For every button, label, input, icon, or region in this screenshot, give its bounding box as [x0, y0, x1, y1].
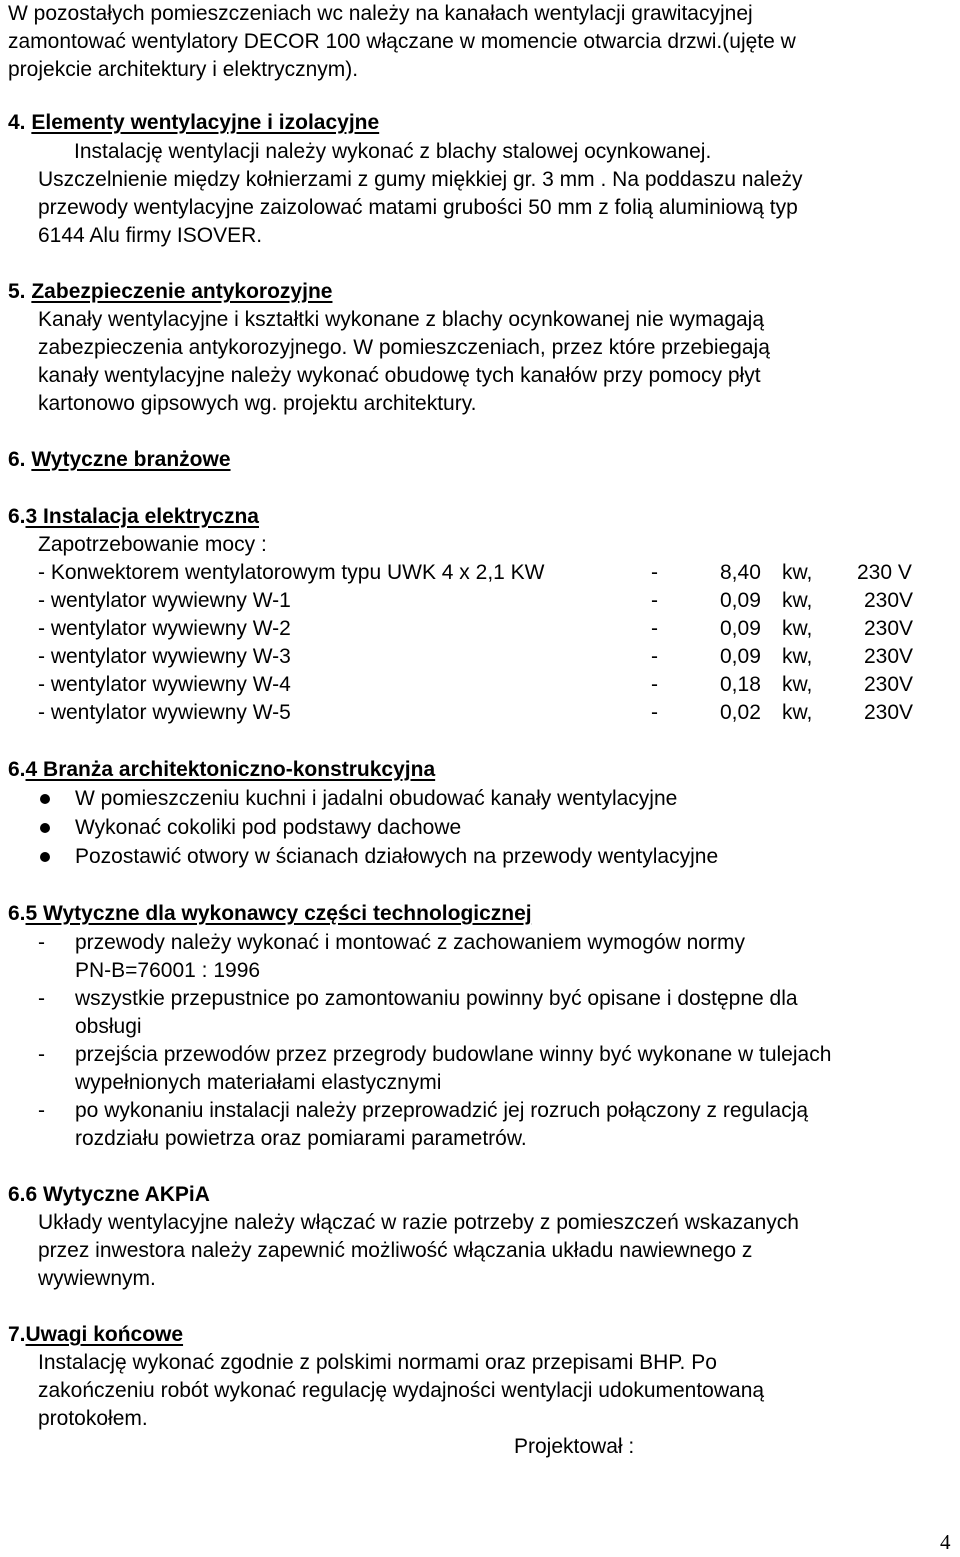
section-number: 7. — [8, 1323, 26, 1346]
signature-label: Projektował : — [514, 1435, 635, 1458]
section-6-6-line: wywiewnym. — [38, 1267, 156, 1290]
list-item-text: Wykonać cokoliki pod podstawy dachowe — [75, 816, 462, 839]
list-item-text: przejścia przewodów przez przegrody budowlane winny być wykonane w tulejach — [75, 1043, 832, 1066]
section-title: 3 Instalacja elektryczna — [25, 505, 259, 528]
power-row-voltage: 230V — [864, 673, 914, 696]
section-5-line: kartonowo gipsowych wg. projektu architektury. — [38, 392, 477, 415]
section-number: 5. — [8, 280, 26, 303]
power-row-value: 0,02 — [720, 701, 761, 724]
section-4-line: Uszczelnienie między kołnierzami z gumy miękkiej gr. 3 mm . Na poddaszu należy — [38, 168, 803, 191]
bullet-icon — [40, 794, 50, 804]
power-row-unit: kw, — [782, 561, 813, 584]
power-row-voltage: 230V — [864, 645, 914, 668]
section-7-line: protokołem. — [38, 1407, 148, 1430]
section-title: 6 Wytyczne AKPiA — [25, 1183, 210, 1206]
section-title: Wytyczne branżowe — [31, 448, 231, 471]
section-4-line: 6144 Alu firmy ISOVER. — [38, 224, 263, 247]
power-row-dash: - — [651, 645, 658, 668]
list-item-dash: - — [38, 931, 45, 954]
power-row-label: - wentylator wywiewny W-2 — [38, 617, 291, 640]
intro-line: zamontować wentylatory DECOR 100 włączane w momencie otwarcia drzwi.(ujęte w — [8, 30, 796, 53]
power-row-value: 0,09 — [720, 645, 761, 668]
power-row-voltage: 230V — [864, 701, 914, 724]
power-row-voltage: 230V — [864, 589, 914, 612]
power-row-unit: kw, — [782, 645, 813, 668]
section-number: 4. — [8, 111, 26, 134]
list-item-text: obsługi — [75, 1015, 142, 1038]
section-7-heading — [8, 1321, 183, 1349]
power-row-voltage: 230 V — [857, 561, 912, 584]
list-item-text: W pomieszczeniu kuchni i jadalni obudować kanały wentylacyjne — [75, 787, 678, 810]
power-row-unit: kw, — [782, 617, 813, 640]
section-title: Zabezpieczenie antykorozyjne — [31, 280, 333, 303]
section-title: Uwagi końcowe — [25, 1323, 184, 1346]
list-item-dash: - — [38, 1043, 45, 1066]
list-item-text: Pozostawić otwory w ścianach działowych na przewody wentylacyjne — [75, 845, 719, 868]
section-number: 6. — [8, 505, 26, 528]
section-4-line: Instalację wentylacji należy wykonać z blachy stalowej ocynkowanej. — [74, 140, 712, 163]
power-row-label: - wentylator wywiewny W-3 — [38, 645, 291, 668]
power-row-dash: - — [651, 561, 658, 584]
section-6-6-line: Układy wentylacyjne należy włączać w razie potrzeby z pomieszczeń wskazanych — [38, 1211, 799, 1234]
section-5-line: zabezpieczenia antykorozyjnego. W pomieszczeniach, przez które przebiegają — [38, 336, 770, 359]
section-title: Elementy wentylacyjne i izolacyjne — [31, 111, 380, 134]
section-number: 6. — [8, 448, 26, 471]
list-item-text: po wykonaniu instalacji należy przeprowadzić jej rozruch połączony z regulacją — [75, 1099, 809, 1122]
power-row-unit: kw, — [782, 673, 813, 696]
list-item-text: przewody należy wykonać i montować z zachowaniem wymogów normy — [75, 931, 745, 954]
power-row-dash: - — [651, 617, 658, 640]
power-row-unit: kw, — [782, 589, 813, 612]
list-item-dash: - — [38, 1099, 45, 1122]
section-title: 4 Branża architektoniczno-konstrukcyjna — [25, 758, 436, 781]
section-title: 5 Wytyczne dla wykonawcy części technologicznej — [25, 902, 532, 925]
section-6-4-heading — [8, 756, 435, 784]
section-6-5-heading — [8, 900, 532, 928]
power-row-value: 8,40 — [720, 561, 761, 584]
power-row-dash: - — [651, 701, 658, 724]
section-7-line: Instalację wykonać zgodnie z polskimi normami oraz przepisami BHP. Po — [38, 1351, 717, 1374]
list-item-text: rozdziału powietrza oraz pomiarami parametrów. — [75, 1127, 527, 1150]
list-item-text: PN-B=76001 : 1996 — [75, 959, 261, 982]
list-item-text: wypełnionych materiałami elastycznymi — [75, 1071, 442, 1094]
section-number: 6. — [8, 1183, 26, 1206]
power-row-voltage: 230V — [864, 617, 914, 640]
section-6-6-heading — [8, 1181, 210, 1209]
power-row-unit: kw, — [782, 701, 813, 724]
power-row-label: - wentylator wywiewny W-5 — [38, 701, 291, 724]
power-row-value: 0,09 — [720, 617, 761, 640]
section-6-3-heading — [8, 503, 259, 531]
list-item-dash: - — [38, 987, 45, 1010]
power-row-dash: - — [651, 673, 658, 696]
power-row-label: - wentylator wywiewny W-1 — [38, 589, 291, 612]
power-demand-subtitle: Zapotrzebowanie mocy : — [38, 533, 267, 556]
bullet-icon — [40, 823, 50, 833]
bullet-icon — [40, 852, 50, 862]
section-6-6-line: przez inwestora należy zapewnić możliwość włączania układu nawiewnego z — [38, 1239, 753, 1262]
power-row-label: - Konwektorem wentylatorowym typu UWK 4 x 2,1 KW — [38, 561, 545, 584]
section-5-line: kanały wentylacyjne należy wykonać obudowę tych kanałów przy pomocy płyt — [38, 364, 761, 387]
section-4-heading — [8, 109, 379, 137]
section-5-heading — [8, 278, 332, 306]
section-5-line: Kanały wentylacyjne i kształtki wykonane z blachy ocynkowanej nie wymagają — [38, 308, 765, 331]
section-6-heading — [8, 446, 231, 474]
power-row-label: - wentylator wywiewny W-4 — [38, 673, 291, 696]
page-number: 4 — [940, 1530, 951, 1554]
list-item-text: wszystkie przepustnice po zamontowaniu powinny być opisane i dostępne dla — [75, 987, 798, 1010]
section-7-line: zakończeniu robót wykonać regulację wydajności wentylacji udokumentowaną — [38, 1379, 765, 1402]
power-row-dash: - — [651, 589, 658, 612]
power-row-value: 0,18 — [720, 673, 761, 696]
section-4-line: przewody wentylacyjne zaizolować matami grubości 50 mm z folią aluminiową typ — [38, 196, 798, 219]
section-number: 6. — [8, 758, 26, 781]
power-row-value: 0,09 — [720, 589, 761, 612]
intro-line: W pozostałych pomieszczeniach wc należy na kanałach wentylacji grawitacyjnej — [8, 2, 753, 25]
section-number: 6. — [8, 902, 26, 925]
intro-line: projekcie architektury i elektrycznym). — [8, 58, 359, 81]
